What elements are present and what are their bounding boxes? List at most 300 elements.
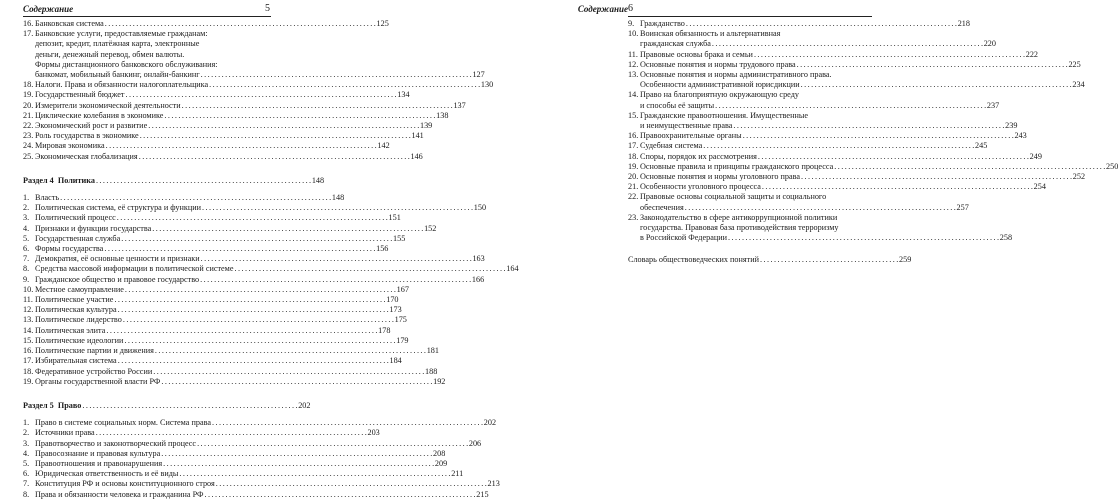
leader-dots (801, 172, 1072, 182)
toc-entry[interactable] (628, 161, 1118, 172)
toc-entry[interactable] (628, 151, 1042, 162)
left-page-header (23, 3, 270, 15)
toc-entry-title: Конституция РФ и основы конституционного строя (35, 479, 215, 489)
toc-entry-title: гражданская служба (640, 39, 711, 49)
glossary-page: 259 (899, 255, 912, 265)
toc-entry[interactable] (23, 479, 500, 489)
toc-entry[interactable] (23, 90, 410, 100)
toc-entry-title: обеспечения (640, 202, 684, 212)
toc-entry-row (35, 110, 449, 121)
toc-entry-row (35, 121, 433, 131)
leader-dots (60, 193, 331, 203)
toc-entry-title: Демократия, её основные ценности и признаки (35, 254, 200, 264)
toc-entry-page: 137 (453, 100, 466, 110)
toc-entry-row (35, 151, 423, 162)
toc-entry-row (640, 121, 1018, 131)
toc-entry-page: 139 (419, 121, 433, 131)
toc-entry-title-line: депозит, кредит, платёжная карта, электронные (35, 39, 200, 49)
toc-entry[interactable] (628, 90, 1000, 110)
toc-entry-row (35, 233, 406, 244)
right-page (300, 0, 1118, 466)
toc-entry-row (35, 346, 439, 356)
toc-entry-row (35, 203, 487, 213)
toc-entry-page: 258 (999, 233, 1013, 243)
toc-entry-title-line: Законодательство в сфере антикоррупционной политики (640, 212, 838, 222)
toc-entry-row (35, 264, 519, 274)
toc-entry-title: и неимущественные права (640, 121, 733, 131)
toc-entry[interactable] (628, 141, 988, 151)
toc-entry-page: 141 (411, 131, 424, 141)
right-header-rule (628, 16, 872, 17)
toc-entry[interactable] (23, 284, 409, 295)
toc-entry[interactable] (23, 254, 485, 264)
toc-entry-title-line: Основные понятия и нормы административного права. (640, 70, 832, 80)
toc-entry[interactable] (628, 49, 1038, 60)
toc-entry-number: 5. (23, 233, 30, 243)
leader-dots (801, 80, 1072, 90)
toc-entry-row (640, 233, 1013, 243)
toc-entry-row (640, 202, 969, 213)
toc-entry-title-line: Правовые основы социальной защиты и социального (640, 192, 827, 202)
toc-entry-title: Банковская система (35, 19, 104, 28)
toc-entry[interactable] (23, 438, 482, 449)
toc-entry-title: Судебная система (640, 141, 703, 151)
toc-entry[interactable] (23, 335, 409, 346)
toc-entry-page: 257 (956, 202, 969, 212)
toc-entry-page: 254 (1033, 182, 1046, 192)
leader-dots (715, 101, 986, 111)
leader-dots (760, 255, 898, 265)
toc-entry-page: 156 (376, 244, 389, 254)
toc-entry-title: Средства массовой информации в политической системе (35, 264, 234, 274)
toc-entry-title: Политическая система, её структура и функции (35, 203, 201, 213)
toc-entry-title: Особенности уголовного процесса (640, 182, 761, 192)
section-5-title: Право (57, 400, 82, 410)
toc-entry[interactable] (23, 193, 345, 203)
left-toc-body (23, 19, 519, 500)
toc-entry-title-line: государства. Правовая база противодействия терроризму (640, 223, 839, 233)
section-5-label: Раздел 5 (23, 400, 54, 410)
toc-entry-title: Роль государства в экономике (35, 131, 139, 141)
toc-entry-page: 211 (451, 469, 464, 479)
leader-dots (82, 401, 297, 411)
toc-entry-number: 16. (23, 19, 34, 28)
left-running-title: Содержание (23, 4, 74, 14)
toc-entry-number: 22. (628, 192, 639, 202)
toc-entry-number: 3. (23, 213, 30, 223)
toc-entry-page: 249 (1029, 151, 1042, 161)
toc-entry-title-line: Гражданские правоотношения. Имущественные (640, 110, 808, 120)
leader-dots (179, 469, 450, 479)
toc-entry-row (35, 193, 345, 203)
toc-entry-title: Правоотношения и правонарушения (35, 458, 163, 468)
toc-entry[interactable] (23, 19, 389, 29)
toc-entry-number: 6. (23, 469, 30, 479)
toc-entry-page: 125 (376, 19, 389, 28)
toc-entry-title: Правоохранительные органы (640, 131, 742, 141)
toc-entry-page: 150 (473, 203, 487, 213)
toc-entry-row (640, 59, 1081, 70)
toc-entry-row (35, 325, 391, 336)
toc-entry-row (35, 469, 464, 479)
toc-entry-number: 25. (23, 151, 34, 161)
toc-entry-title: Право в системе социальных норм. Система права (35, 418, 211, 428)
toc-entry-row (35, 254, 485, 264)
toc-entry-number: 9. (23, 274, 30, 284)
toc-entry-number: 14. (23, 325, 34, 335)
toc-entry-row (640, 39, 996, 49)
toc-entry[interactable] (23, 151, 423, 162)
toc-entry-number: 23. (23, 131, 34, 141)
toc-entry-title: Основные понятия и нормы уголовного права (640, 172, 800, 182)
toc-list-law (23, 418, 500, 500)
toc-entry-title: Государственная служба (35, 233, 121, 243)
toc-entry-page: 213 (487, 479, 500, 489)
toc-entry[interactable] (23, 366, 438, 377)
toc-entry[interactable] (23, 223, 437, 234)
toc-entry-row (35, 335, 409, 346)
toc-entry-title-line: деньги, денежный перевод, обмен валюты. (35, 49, 185, 59)
toc-entry-row (35, 479, 500, 489)
toc-entry-title-line: Банковские услуги, предоставляемые гражданам: (35, 29, 208, 39)
toc-entry-title: Споры, порядок их рассмотрения (640, 151, 757, 161)
toc-entry-row (35, 274, 485, 285)
toc-entry-title-line: Формы дистанционного банковского обслуживания: (35, 59, 218, 69)
toc-entry-title: Местное самоуправление (35, 284, 124, 294)
toc-entry[interactable] (23, 458, 448, 469)
toc-entry-row (35, 295, 399, 305)
toc-entry-number: 8. (23, 489, 30, 499)
toc-entry-page: 148 (331, 193, 345, 203)
toc-entry-row (35, 376, 446, 387)
toc-entry-page: 209 (434, 458, 448, 468)
toc-list-politics (23, 193, 519, 387)
toc-entry[interactable] (23, 274, 485, 285)
toc-entry[interactable] (23, 305, 402, 315)
toc-entry-title: Правовые основы брака и семьи (640, 49, 753, 59)
toc-entry-number: 3. (23, 438, 30, 448)
toc-entry-page: 206 (468, 438, 482, 448)
toc-entry-number: 5. (23, 458, 30, 468)
toc-entry-title: Гражданское общество и правовое государство (35, 274, 200, 284)
toc-entry-page: 237 (986, 100, 1000, 110)
toc-entry-page: 175 (394, 315, 407, 325)
toc-entry-number: 12. (23, 305, 34, 315)
toc-entry-page: 220 (983, 39, 996, 49)
toc-entry-row (35, 19, 389, 29)
toc-entry[interactable] (23, 233, 406, 244)
toc-entry-title: Циклические колебания в экономике (35, 110, 164, 120)
toc-entry-number: 10. (23, 284, 34, 294)
toc-entry-row (35, 448, 446, 459)
leader-dots (743, 131, 1014, 141)
toc-entry-title: Измерители экономической деятельности (35, 100, 181, 110)
toc-entry[interactable] (628, 110, 1018, 131)
leader-dots (733, 121, 1004, 131)
toc-entry-row (35, 100, 466, 111)
toc-entry-title: банкомат, мобильный банкинг, онлайн-банкинг (35, 70, 200, 80)
toc-entry[interactable] (23, 264, 519, 274)
toc-entry-page: 245 (975, 141, 988, 151)
section-4-title: Политика (57, 175, 95, 185)
toc-entry-number: 10. (628, 29, 639, 39)
toc-entry-title: Власть (35, 193, 60, 203)
toc-entry-page: 192 (433, 376, 446, 386)
toc-entry-number: 18. (628, 151, 639, 161)
toc-entry[interactable] (23, 315, 407, 325)
toc-entry-number: 13. (23, 315, 34, 325)
toc-entry-page: 234 (1072, 80, 1085, 90)
toc-entry-page: 134 (397, 90, 410, 100)
toc-entry-number: 21. (23, 110, 34, 120)
toc-entry-row (35, 418, 497, 428)
toc-entry[interactable] (23, 489, 489, 500)
toc-entry-number: 11. (23, 295, 33, 305)
toc-entry-row (35, 131, 424, 141)
toc-entry-number: 9. (628, 19, 635, 28)
toc-entry[interactable] (23, 213, 401, 223)
toc-list-law-continued (628, 19, 1118, 243)
toc-entry-title: Экономический рост и развитие (35, 121, 148, 131)
toc-entry-page: 155 (393, 233, 406, 243)
toc-entry-row (35, 141, 390, 151)
toc-entry-number: 6. (23, 244, 30, 254)
toc-entry-title: Признаки и функции государства (35, 223, 152, 233)
toc-entry-number: 19. (628, 161, 639, 171)
toc-entry-page: 250 (1106, 161, 1118, 171)
leader-dots (685, 203, 956, 213)
toc-entry[interactable] (23, 448, 446, 459)
toc-entry[interactable] (23, 121, 433, 131)
toc-entry-page: 170 (386, 295, 399, 305)
toc-entry-title: Мировая экономика (35, 141, 105, 151)
toc-entry-number: 21. (628, 182, 639, 192)
toc-entry-title: Политическое лидерство (35, 315, 122, 325)
leader-dots (205, 490, 476, 500)
toc-entry[interactable] (23, 203, 487, 213)
toc-entry-title: Правосознание и правовая культура (35, 448, 161, 458)
toc-entry-page: 173 (389, 305, 402, 315)
toc-entry-page: 208 (433, 448, 446, 458)
toc-entry-row (35, 80, 494, 90)
toc-entry-page: 138 (436, 110, 449, 120)
leader-dots (754, 50, 1025, 60)
toc-entry-number: 12. (628, 59, 639, 69)
left-page-number: 5 (265, 3, 270, 14)
toc-entry-page: 243 (1014, 131, 1027, 141)
toc-entry-row (640, 182, 1046, 192)
toc-entry-number: 17. (23, 29, 34, 39)
toc-entry[interactable] (628, 212, 1013, 244)
toc-entry-row (640, 49, 1038, 60)
toc-entry-title: Государственный бюджет (35, 90, 125, 100)
toc-entry-number: 11. (628, 49, 638, 59)
leader-dots (216, 479, 487, 489)
toc-entry-page: 184 (389, 356, 402, 366)
toc-entry-row (35, 356, 402, 366)
toc-entry-number: 23. (628, 212, 639, 222)
toc-entry-title: Юридическая ответственность и её виды (35, 469, 179, 479)
toc-entry-page: 142 (377, 141, 390, 151)
toc-entry-number: 15. (628, 110, 639, 120)
toc-entry-row (35, 438, 482, 449)
left-page (0, 0, 519, 499)
toc-entry[interactable] (628, 192, 969, 212)
toc-entry-row (35, 70, 485, 80)
toc-entry-number: 4. (23, 223, 30, 233)
leader-dots (96, 176, 311, 186)
toc-entry[interactable] (628, 131, 1027, 141)
right-running-title: Содержание (577, 4, 628, 14)
toc-entry-number: 4. (23, 448, 30, 458)
toc-entry-row (640, 19, 970, 29)
toc-entry[interactable] (23, 29, 485, 80)
leader-dots (686, 19, 957, 29)
toc-entry-page: 179 (396, 335, 409, 345)
toc-entry-title: Политический процесс (35, 213, 116, 223)
toc-entry[interactable] (628, 59, 1081, 70)
toc-entry-row (640, 172, 1086, 182)
toc-entry-number: 19. (23, 376, 34, 386)
section-4-heading[interactable] (23, 175, 325, 186)
toc-entry-title-line: Право на благоприятную окружающую среду (640, 90, 799, 100)
toc-entry-page: 166 (471, 274, 485, 284)
left-header-rule (23, 16, 271, 17)
toc-entry[interactable] (23, 295, 399, 305)
toc-entry[interactable] (23, 356, 402, 366)
toc-entry-number: 22. (23, 121, 34, 131)
toc-entry-title: Политическая культура (35, 305, 117, 315)
toc-entry-page: 178 (378, 325, 391, 335)
toc-entry-title: Избирательная система (35, 356, 117, 366)
toc-entry-number: 7. (23, 254, 30, 264)
toc-entry-title: Основные правила и принципы гражданского процесса (640, 161, 834, 171)
toc-entry-row (640, 161, 1118, 172)
toc-entry-title: Политическая элита (35, 325, 106, 335)
toc-entry-title: Налоги. Права и обязанности налогоплательщика (35, 80, 209, 90)
toc-entry-page: 225 (1068, 59, 1081, 69)
toc-entry[interactable] (23, 80, 494, 90)
toc-entry[interactable] (23, 325, 391, 336)
toc-entry-number: 1. (23, 193, 30, 203)
toc-entry-page: 167 (396, 284, 409, 294)
toc-entry-number: 18. (23, 366, 34, 376)
toc-entry-page: 127 (472, 70, 485, 80)
toc-entry-page: 202 (483, 418, 497, 428)
toc-entry-row (35, 458, 448, 469)
toc-entry-number: 17. (23, 356, 34, 366)
toc-entry-title-line: Воинская обязанность и альтернативная (640, 29, 781, 39)
toc-entry-number: 20. (628, 172, 639, 182)
toc-entry-page: 152 (424, 223, 437, 233)
toc-entry-row (35, 428, 380, 438)
toc-entry-number: 16. (628, 131, 639, 141)
leader-dots (703, 141, 974, 151)
toc-entry-row (640, 100, 1000, 111)
toc-entry[interactable] (628, 172, 1086, 182)
toc-entry-number: 20. (23, 100, 34, 110)
leader-dots (728, 233, 999, 243)
toc-entry-title: и способы её защиты (640, 100, 715, 110)
toc-entry-page: 203 (367, 428, 380, 438)
toc-entry[interactable] (628, 182, 1046, 192)
toc-list-economy-continued (23, 19, 494, 162)
toc-entry-row (35, 489, 489, 500)
toc-entry[interactable] (23, 244, 389, 254)
toc-entry-number: 16. (23, 346, 34, 356)
toc-entry[interactable] (628, 29, 996, 49)
toc-entry-number: 13. (628, 70, 639, 80)
toc-entry-title: Права и обязанности человека и гражданина РФ (35, 489, 204, 499)
toc-entry[interactable] (23, 141, 390, 151)
toc-entry-number: 17. (628, 141, 639, 151)
toc-entry-page: 215 (476, 489, 489, 499)
section-4-label: Раздел 4 (23, 175, 54, 185)
toc-entry-page: 164 (506, 264, 519, 274)
toc-entry-row (35, 284, 409, 295)
toc-entry-row (35, 223, 437, 234)
toc-entry[interactable] (628, 70, 1085, 90)
glossary-title: Словарь обществоведческих понятий (628, 255, 759, 265)
toc-entry-row (35, 244, 389, 254)
leader-dots (712, 39, 983, 49)
toc-entry-title: Экономическая глобализация (35, 151, 138, 161)
toc-entry-number: 19. (23, 90, 34, 100)
section-5-page: 202 (298, 400, 311, 410)
toc-entry-number: 15. (23, 335, 34, 345)
toc-entry[interactable] (23, 376, 446, 387)
toc-entry-row (35, 315, 407, 325)
toc-entry-number: 14. (628, 90, 639, 100)
toc-entry-row (640, 80, 1085, 90)
toc-entry-number: 2. (23, 428, 30, 438)
toc-entry-row (640, 141, 988, 151)
leader-dots (758, 152, 1029, 162)
right-toc-body (628, 19, 1118, 266)
toc-entry-page: 218 (957, 19, 970, 28)
toc-entry-page: 130 (480, 80, 494, 90)
toc-entry-title: Особенности административной юрисдикции (640, 80, 800, 90)
toc-entry[interactable] (23, 346, 439, 356)
toc-entry-title: Формы государства (35, 244, 104, 254)
section-4-page: 148 (311, 175, 325, 185)
toc-entry-row (35, 305, 402, 315)
toc-entry-number: 24. (23, 141, 34, 151)
toc-entry[interactable] (23, 469, 464, 479)
toc-entry-page: 188 (425, 366, 438, 376)
toc-entry[interactable] (23, 428, 380, 438)
toc-entry-row (35, 366, 438, 377)
toc-entry-title: Политические партии и движения (35, 346, 154, 356)
toc-entry-title: Гражданство (640, 19, 685, 28)
toc-entry[interactable] (23, 418, 497, 428)
toc-entry[interactable] (23, 100, 466, 111)
leader-dots (834, 162, 1105, 172)
toc-entry[interactable] (628, 19, 970, 29)
toc-entry-title: Политическое участие (35, 295, 114, 305)
section-5-heading[interactable] (23, 400, 311, 411)
toc-entry-page: 252 (1072, 172, 1086, 182)
toc-entry-title: Правотворчество и законотворческий процесс (35, 438, 197, 448)
leader-dots (762, 182, 1033, 192)
toc-entry-number: 1. (23, 418, 30, 428)
glossary-entry[interactable] (628, 255, 912, 265)
right-page-number: 6 (628, 3, 633, 14)
toc-entry[interactable] (23, 110, 449, 121)
toc-entry[interactable] (23, 131, 424, 141)
toc-entry-row (640, 131, 1027, 141)
toc-entry-page: 146 (410, 151, 423, 161)
